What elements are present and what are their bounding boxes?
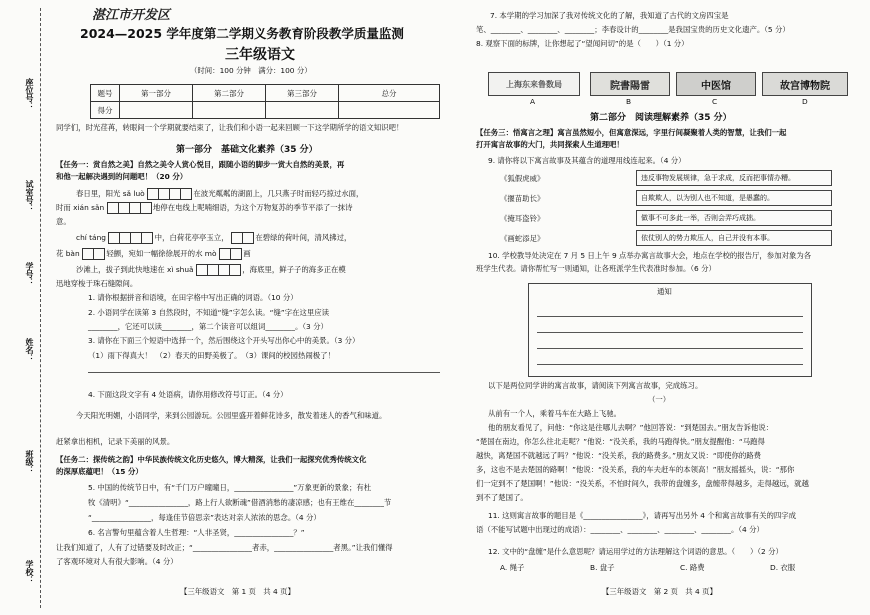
- passage-text: ，海底里，鲜子子的海多正在模: [242, 265, 346, 274]
- lesson-box[interactable]: 违反事物发展规律，急于求成，反而把事情办糟。: [636, 170, 832, 186]
- passage-text: 春日里，阳光 sǎ luò: [76, 189, 145, 198]
- exam-title: 2024—2025 学年度第二学期义务教育阶段教学质量监测: [80, 26, 404, 41]
- task1-title: 【任务一：赏自然之美】: [56, 160, 138, 169]
- reading-number: （一）: [648, 395, 671, 404]
- binding-line: [40, 8, 41, 608]
- question-10: 10. 学校教导处决定在 7 月 5 日上午 9 点举办寓言故事大会，地点在学校的报告厅，参加对象为各: [488, 251, 812, 260]
- notice-box[interactable]: [528, 283, 812, 377]
- score-header-cell: 第一部分: [120, 85, 193, 102]
- question-2-blanks[interactable]: ________，它还可以读________，第二个读音可以组词________。（3 分）: [88, 322, 328, 331]
- pinyin-box-group[interactable]: [147, 189, 191, 198]
- passage-text: 中，白荷花亭亭玉立，: [154, 233, 229, 242]
- passage-text: 意。: [56, 217, 71, 226]
- subject-title: 三年级语文: [225, 47, 295, 63]
- question-4: 4. 下面这段文字有 4 处语病，请你用修改符号订正。（4 分）: [88, 390, 288, 399]
- task3-desc-cont: 打开寓言故事的大门，共同探索人生道理吧！: [476, 140, 624, 149]
- score-header-cell: 第二部分: [193, 85, 266, 102]
- sign-b-image: 院書陽雷: [590, 72, 670, 96]
- story-title[interactable]: 《狐假虎威》: [500, 174, 545, 183]
- task2-desc: 中华民族传统文化历史悠久，博大精深，让我们一起探究优秀传统文化: [137, 455, 367, 464]
- passage-text: 花 bàn: [56, 249, 80, 258]
- score-cell[interactable]: [339, 102, 440, 119]
- pinyin-box-group[interactable]: [108, 233, 152, 242]
- question-5-cont[interactable]: “________________，每逢佳节倍思亲”表达对亲人浓浓的思念。（4 分）: [88, 513, 321, 522]
- question-2: 2. 小语同学在读第 3 自然段时，不知道“缝”字怎么读。“缝”字在这里应读: [88, 308, 330, 317]
- greeting: 同学们，时光荏苒，转眼间一个学期就要结束了，让我们和小语一起来回顾一下这学期所学的语文知识吧！: [56, 123, 404, 132]
- pinyin-box-group[interactable]: [219, 249, 241, 258]
- pinyin-box-group[interactable]: [231, 233, 253, 242]
- story-title[interactable]: 《揠苗助长》: [500, 194, 545, 203]
- lesson-box[interactable]: 自欺欺人，以为别人也不知道，是愚蠢的。: [636, 190, 832, 206]
- notice-line[interactable]: [537, 316, 803, 317]
- question-5-cont[interactable]: 牧《清明》“________________，路上行人欲断魂”借酒消愁的凄凉感；也有王维在________节: [88, 498, 392, 507]
- part1-heading: 第一部分 基础文化素养（35 分）: [176, 145, 318, 155]
- option-c[interactable]: C. 路费: [680, 563, 705, 572]
- pinyin-box-group[interactable]: [82, 249, 104, 258]
- option-d[interactable]: D. 衣服: [770, 563, 796, 572]
- passage-text: 画: [243, 249, 251, 258]
- passage-text: 沙滩上，拔子到此快地速在 xì shuǎ: [76, 265, 194, 274]
- question-3-options: （1）雨下得真大！ （2）春天的田野美极了。 （3）课间的校园热闹极了！: [88, 351, 335, 360]
- part2-heading: 第二部分 阅读理解素养（35 分）: [590, 113, 732, 123]
- story-line: 们一定到不了楚国啊！”他说：“没关系，不怕时间久，我带的盘缠多，盘缠带得越多，走得越远，就越: [476, 479, 809, 488]
- task2-desc-cont: 的深厚底蕴吧！（15 分）: [56, 467, 143, 476]
- story-line: 到不了楚国了。: [476, 493, 528, 502]
- question-11-cont[interactable]: 语（不能写试题中出现过的成语）：________、________、________、________。（4 分）: [476, 525, 764, 534]
- passage-text: 时而 xián sǎn: [56, 203, 105, 212]
- notice-line[interactable]: [537, 364, 803, 365]
- page-footer-right: 【三年级语文 第 2 页 共 4 页】: [602, 587, 717, 596]
- passage-text: 轻颤，宛如一幅徐徐展开的水 mò: [106, 249, 217, 258]
- pinyin-box-group[interactable]: [107, 203, 151, 212]
- question-7: 7. 本学期的学习加深了我对传统文化的了解，我知道了古代的文房四宝是: [490, 11, 729, 20]
- question-3: 3. 请你在下面三个短语中选择一个，然后围绕这个开头写出你心中的美景。（3 分）: [88, 336, 360, 345]
- sign-c-letter: C: [712, 97, 718, 106]
- lesson-box[interactable]: 做事不可多此一举，否则会弄巧成拙。: [636, 210, 832, 226]
- score-row-label: 得分: [91, 102, 120, 119]
- story-line: “楚国在南边，你怎么往北走呢？”他说：“没关系，我的马跑得快。”朋友提醒他：“马跑得: [476, 437, 765, 446]
- reading-intro: 以下是两位同学讲的寓言故事，请阅读下列寓言故事，完成练习。: [488, 381, 703, 390]
- question-10-cont: 班学生代表。请你帮忙写一则通知，让各班派学生代表准时参加。（6 分）: [476, 264, 716, 273]
- story-line: 越快，离楚国不就越远了吗？”他说：“没关系，我的路费多。”朋友又说：“即使你的路费: [476, 451, 762, 460]
- story-line: 多，这也不是去楚国的路啊！”他说：“没关系，我的车夫赶车的本领高！”朋友摇摇头，说：“那你: [476, 465, 795, 474]
- sign-a-image: 上海东来鲁数局: [488, 72, 580, 96]
- sign-d-letter: D: [802, 97, 808, 106]
- passage-text: 迅地穿梭于珠石缝隙间。: [56, 279, 138, 288]
- question-6-cont: 了客观环境对人有很大影响。（4 分）: [56, 557, 178, 566]
- handwritten-note: 湛江市开发区: [92, 8, 171, 23]
- score-header-cell: 题号: [91, 85, 120, 102]
- option-b[interactable]: B. 盘子: [590, 563, 615, 572]
- sign-b-letter: B: [626, 97, 632, 106]
- sign-a-letter: A: [530, 97, 536, 106]
- passage-text: chí táng: [76, 233, 106, 242]
- time-info: （时间：100 分钟 满分：100 分）: [190, 66, 312, 75]
- score-cell[interactable]: [120, 102, 193, 119]
- question-6[interactable]: 6. 名言警句里蕴含着人生哲理：“人非圣贤，________________？”: [88, 528, 305, 537]
- school-label: 学校：: [25, 560, 34, 584]
- story-title[interactable]: 《掩耳盗铃》: [500, 214, 545, 223]
- question-9: 9. 请你将以下寓言故事及其蕴含的道理用线连起来。（4 分）: [488, 156, 686, 165]
- notice-title: 通知: [657, 287, 672, 296]
- task1-desc: 自然之美令人赏心悦目，跟随小语的脚步一赏大自然的美景，再: [137, 160, 345, 169]
- passage-text: 地停在电线上呢喃细语，为这个万物复苏的季节平添了一抹诗: [152, 203, 353, 212]
- question-4-text-cont: 赶紧拿出相机，记录下美丽的风景。: [56, 437, 175, 446]
- exam-room-label: 试室号：: [25, 180, 34, 212]
- story-title[interactable]: 《画蛇添足》: [500, 234, 545, 243]
- question-1: 1. 请你根据拼音和语境，在田字格中写出正确的词语。（10 分）: [88, 293, 298, 302]
- question-12[interactable]: 12. 文中的“盘缠”是什么意思呢？请运用学过的方法理解这个词语的意思。（ ）（2 分）: [488, 547, 783, 556]
- lesson-box[interactable]: 依仗别人的势力欺压人，自己并没有本事。: [636, 230, 832, 246]
- student-id-label: 学号：: [25, 262, 34, 286]
- score-cell[interactable]: [193, 102, 266, 119]
- sign-d-image: 故宫博物院: [762, 72, 848, 96]
- score-header-cell: 第三部分: [266, 85, 339, 102]
- passage-text: 在碧绿的荷叶间，清风拂过，: [255, 233, 352, 242]
- seat-number-label: 座位号：: [25, 78, 34, 110]
- option-a[interactable]: A. 绳子: [500, 563, 525, 572]
- score-cell[interactable]: [266, 102, 339, 119]
- story-line: 他的朋友看见了，问他：“你这是往哪儿去啊？”他回答说：“到楚国去。”朋友告诉他说：: [488, 423, 774, 432]
- pinyin-box-group[interactable]: [196, 265, 240, 274]
- task1-desc-cont: 和他一起解决遇到的问题吧！（20 分）: [56, 172, 188, 181]
- class-label: 班级：: [25, 450, 34, 474]
- task3-desc: 寓言虽然短小，但寓意深远，字里行间凝聚着人类的智慧，让我们一起: [557, 128, 787, 137]
- question-7-cont[interactable]: 笔、________、________、________；李春设计的________是我国宝贵的历史文化遗产。（5 分）: [476, 25, 790, 34]
- question-6-cont[interactable]: 让我们知道了，人有了过错要及时改正；“________________者赤，________________者黑。”让我们懂得: [56, 543, 393, 552]
- score-table: [90, 84, 440, 119]
- question-4-text: 今天阳光明媚，小语同学，来到公园游玩。公园里盛开着鲜花诗多，散发着迷人的香气和味道。: [76, 411, 387, 420]
- name-label: 姓名：: [25, 338, 34, 362]
- answer-line[interactable]: [88, 372, 440, 373]
- task2-title: 【任务二：探传统之韵】: [56, 455, 138, 464]
- story-line: 从前有一个人，乘着马车在大路上飞驰。: [488, 409, 622, 418]
- question-8: 8. 观察下面的标牌，让你想起了“望闻问切”的是（ ）（1 分）: [476, 39, 689, 48]
- page-footer-left: 【三年级语文 第 1 页 共 4 页】: [180, 587, 295, 596]
- score-header-cell: 总分: [339, 85, 440, 102]
- passage-text: 在波光粼粼的湖面上，几只燕子时而轻巧掠过水面，: [193, 189, 364, 198]
- notice-line[interactable]: [537, 348, 803, 349]
- notice-line[interactable]: [537, 332, 803, 333]
- task3-title: 【任务三：悟寓言之理】: [476, 128, 558, 137]
- question-11[interactable]: 11. 这则寓言故事的题目是《________________》，请再写出另外 4 个和寓言故事有关的四字成: [488, 511, 797, 520]
- sign-c-image: 中医馆: [676, 72, 756, 96]
- question-5: 5. 中国的传统节日中，有“千门万户曈曈日，________________”万象更新的景象；有杜: [88, 483, 372, 492]
